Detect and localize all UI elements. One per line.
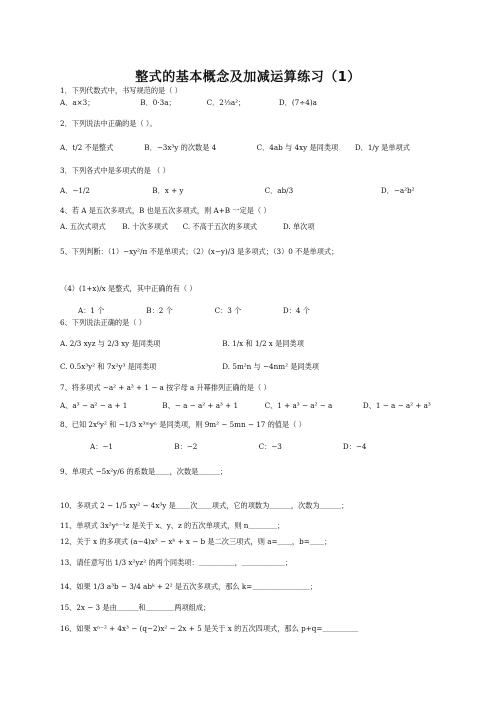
question-1-options (60, 98, 490, 108)
q2-option-d[interactable]: D．1/y 是单项式 (354, 143, 410, 152)
question-6-options-row2 (60, 362, 490, 372)
q8-option-d[interactable]: D：−4 (342, 442, 367, 451)
q4-option-a[interactable]: A. 五次式项式 (60, 222, 106, 231)
question-3-options (60, 186, 490, 196)
question-16-stem: 16、如果 xⁿ⁻² + 4x³ − (q−2)x² − 2x + 5 是关于 x 的五次四项式，那么 p+q=＿＿＿＿＿ (60, 624, 359, 633)
q8-option-c[interactable]: C：−3 (258, 442, 282, 451)
q6-option-b[interactable]: B. 1/x 和 1/2 x 是同类项 (222, 339, 304, 348)
q4-option-d[interactable]: D. 单次项 (282, 222, 315, 231)
question-6-stem: 6、下列说法正确的是（ ） (60, 318, 146, 327)
q1-option-d[interactable]: D．(7÷4)a (278, 98, 317, 107)
q1-option-c[interactable]: C．2⅓a²； (206, 98, 246, 107)
q2-option-a[interactable]: A．t/2 不是整式 (60, 143, 114, 152)
question-4-stem: 4、若 A 是五次多项式，B 也是五次多项式，则 A+B 一定是（ ） (60, 206, 271, 215)
question-7-stem: 7、将多项式 −a² + a³ + 1 − a 按字母 a 升幂排列正确的是（ ） (60, 383, 271, 392)
q3-option-a[interactable]: A．−1/2 (60, 186, 90, 195)
question-1-stem: 1．下列代数式中，书写规范的是（ ） (60, 86, 182, 95)
question-5-stem-cont: （4）(1+x)/x 是整式，其中正确的有（ ） (60, 284, 197, 293)
q3-option-c[interactable]: C．ab/3 (264, 186, 294, 195)
q6-option-c[interactable]: C. 0.5x³y² 和 7x²y³ 是同类项 (60, 362, 157, 371)
q2-option-c[interactable]: C．4ab 与 4xy 是同类项 (256, 143, 339, 152)
q1-option-b[interactable]: B．0·3a； (140, 98, 176, 107)
q7-option-b[interactable]: B、− a − a² + a³ + 1 (162, 401, 239, 410)
q4-option-b[interactable]: B. 十次多项式 (122, 222, 169, 231)
q6-option-d[interactable]: D. 5m²n 与 −4nm² 是同类项 (222, 362, 319, 371)
question-2-options (60, 143, 490, 153)
question-2-stem: 2．下列说法中正确的是（ ）。 (60, 119, 157, 128)
question-6-options-row1 (60, 339, 490, 349)
question-15-stem: 15、2x − 3 是由＿＿＿和＿＿＿＿两项组成； (60, 603, 211, 612)
question-14-stem: 14、如果 1/3 a³b − 3/4 abᵏ + 2² 是五次多项式，那么 k=＿＿＿＿＿＿＿＿； (60, 582, 317, 591)
q3-option-d[interactable]: D．−a²b² (380, 186, 415, 195)
question-10-stem: 10、多项式 2 − 1/5 xy² − 4x³y 是＿＿次＿＿项式，它的项数为＿＿＿，次数为＿＿＿； (60, 501, 349, 510)
question-4-options (60, 222, 490, 232)
q7-option-a[interactable]: A、a³ − a² − a + 1 (60, 401, 128, 410)
q5-option-d[interactable]: D：4 个 (282, 306, 310, 315)
worksheet-title: 整式的基本概念及加减运算练习（1） (135, 70, 361, 85)
question-8-stem: 8、已知 2x⁶y² 和 −1/3 x³ᵐyⁿ 是同类项，则 9m² − 5mn − 17 的值是（ ） (60, 420, 306, 429)
question-12-stem: 12、关于 x 的多项式 (a−4)x³ − xᵇ + x − b 是二次三项式，则 a=＿＿，b=＿＿； (60, 537, 332, 546)
q1-option-a[interactable]: A．a×3； (60, 98, 95, 107)
q5-option-a[interactable]: A：1 个 (78, 306, 105, 315)
q5-option-b[interactable]: B：2 个 (146, 306, 173, 315)
q3-option-b[interactable]: B．x + y (152, 186, 184, 195)
question-13-stem: 13、请任意写出 1/3 x²yz² 的两个同类项：＿＿＿＿＿，＿＿＿＿＿＿； (60, 558, 293, 567)
question-3-stem: 3．下列各式中是多项式的是 （ ） (60, 166, 170, 175)
q7-option-d[interactable]: D、1 − a − a² + a³ (362, 401, 431, 410)
q8-option-a[interactable]: A：−1 (90, 442, 113, 451)
question-8-options (90, 442, 496, 452)
question-5-stem: 5、下列判断：（1）−xy²/π 不是单项式；（2）(x−y)/3 是多项式；（3）0 不是单项式； (60, 247, 339, 256)
question-11-stem: 11、单项式 3x²yⁿ⁻¹z 是关于 x、y、z 的五次单项式，则 n＿＿＿＿； (60, 521, 285, 530)
q8-option-b[interactable]: B：−2 (174, 442, 198, 451)
question-7-options (60, 401, 490, 411)
q5-option-c[interactable]: C：3 个 (214, 306, 242, 315)
question-9-stem: 9、单项式 −5x²y/6 的系数是＿＿，次数是＿＿＿； (60, 467, 228, 476)
q7-option-c[interactable]: C、1 + a³ − a² − a (264, 401, 333, 410)
q2-option-b[interactable]: B．−3x³y 的次数是 4 (144, 143, 217, 152)
q4-option-c[interactable]: C. 不高于五次的多项式 (182, 222, 258, 231)
question-5-options (78, 306, 496, 316)
q6-option-a[interactable]: A. 2/3 xyz 与 2/3 xy 是同类项 (60, 339, 161, 348)
